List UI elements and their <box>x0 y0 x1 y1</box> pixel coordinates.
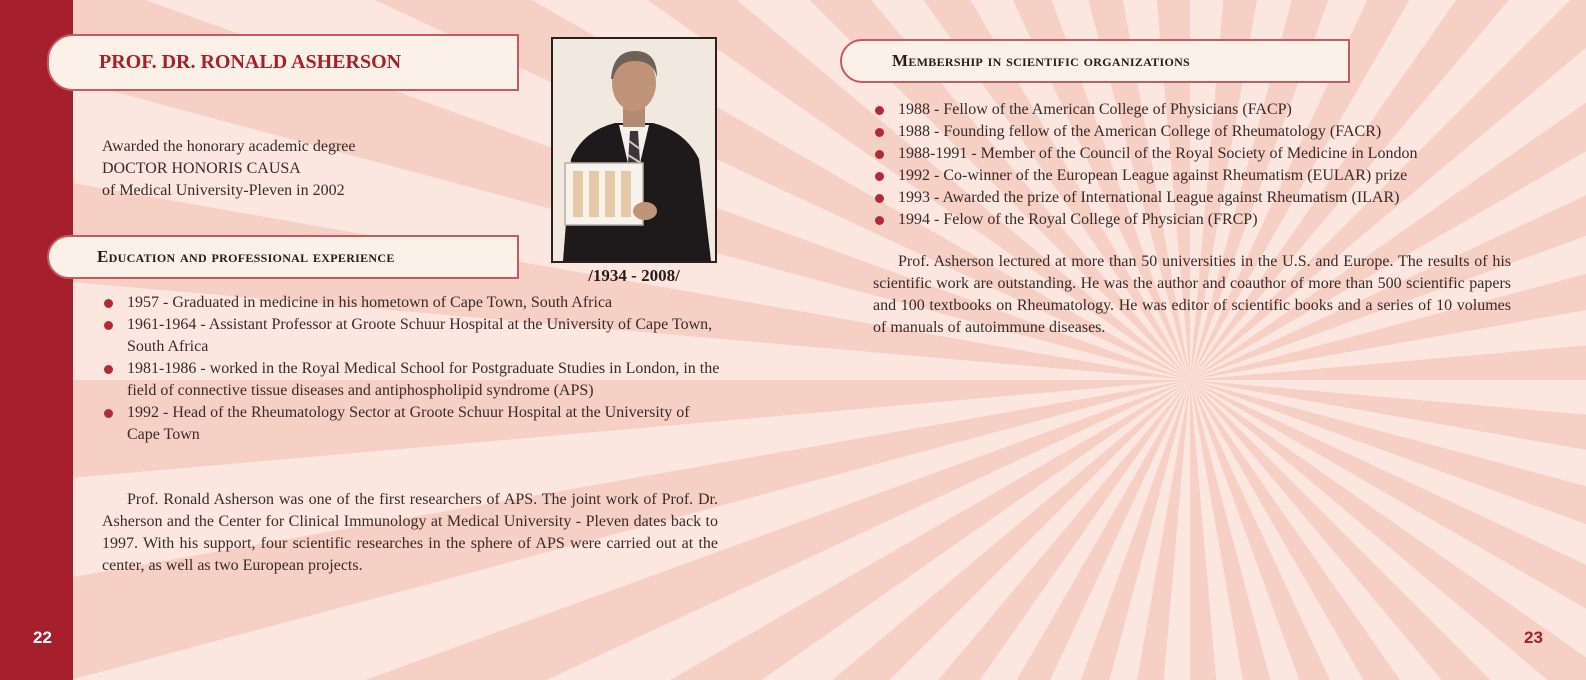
bullet-icon <box>875 194 884 203</box>
page-number-left: 22 <box>33 628 52 647</box>
award-line-3: of Medical University-Pleven in 2002 <box>102 182 345 199</box>
membership-list <box>873 99 1523 231</box>
list-item: 1992 - Co-winner of the European League against Rheumatism (EULAR) prize <box>873 165 1523 187</box>
list-item: 1992 - Head of the Rheumatology Sector at Groote Schuur Hospital at the University of Cape Town <box>102 402 722 446</box>
list-item: 1993 - Awarded the prize of International League against Rheumatism (ILAR) <box>873 187 1523 209</box>
education-heading: Education and professional experience <box>97 247 395 266</box>
person-name: PROF. DR. RONALD ASHERSON <box>99 51 402 73</box>
photo-caption: /1934 - 2008/ <box>588 266 680 285</box>
membership-paragraph: Prof. Asherson lectured at more than 50 universities in the U.S. and Europe. The results of his scientific work are outstanding. He was the author and coauthor of more than 500 scientific papers and 100 textbooks on Rheumatology. He was editor of scientific books and a series of 10 volumes of manuals of autoimmune diseases. <box>873 253 1511 336</box>
membership-banner <box>840 39 1350 83</box>
left-red-margin <box>0 0 73 680</box>
bullet-icon <box>104 321 113 330</box>
education-list <box>102 292 722 446</box>
list-item: 1988 - Fellow of the American College of Physicians (FACP) <box>873 99 1523 121</box>
bullet-icon <box>875 106 884 115</box>
bullet-icon <box>875 150 884 159</box>
award-text <box>102 136 522 202</box>
education-banner <box>47 235 519 279</box>
list-item: 1981-1986 - worked in the Royal Medical School for Postgraduate Studies in London, in the field of connective tissue diseases and antiphospholipid syndrome (APS) <box>102 358 722 402</box>
list-item: 1994 - Felow of the Royal College of Physician (FRCP) <box>873 209 1523 231</box>
bullet-icon <box>104 409 113 418</box>
education-paragraph: Prof. Ronald Asherson was one of the first researchers of APS. The joint work of Prof. Dr. Asherson and the Center for Clinical Immunology at Medical University - Pleven dates back to 1997. With his support, four scientific researches in the sphere of APS were carried out at the center, as well as two European projects. <box>102 491 718 574</box>
portrait-photo <box>551 37 717 263</box>
bullet-icon <box>104 299 113 308</box>
bullet-icon <box>875 216 884 225</box>
page-number-right: 23 <box>1524 628 1543 647</box>
bullet-icon <box>875 128 884 137</box>
list-item: 1988 - Founding fellow of the American College of Rheumatology (FACR) <box>873 121 1523 143</box>
membership-heading: Membership in scientific organizations <box>892 51 1191 70</box>
portrait-image <box>553 39 715 261</box>
name-banner <box>47 34 519 91</box>
award-line-1: Awarded the honorary academic degree <box>102 138 356 155</box>
bullet-icon <box>875 172 884 181</box>
bullet-icon <box>104 365 113 374</box>
list-item: 1961-1964 - Assistant Professor at Groote Schuur Hospital at the University of Cape Town, South Africa <box>102 314 722 358</box>
list-item: 1988-1991 - Member of the Council of the Royal Society of Medicine in London <box>873 143 1523 165</box>
list-item: 1957 - Graduated in medicine in his hometown of Cape Town, South Africa <box>102 292 722 314</box>
award-line-2: DOCTOR HONORIS CAUSA <box>102 160 301 177</box>
